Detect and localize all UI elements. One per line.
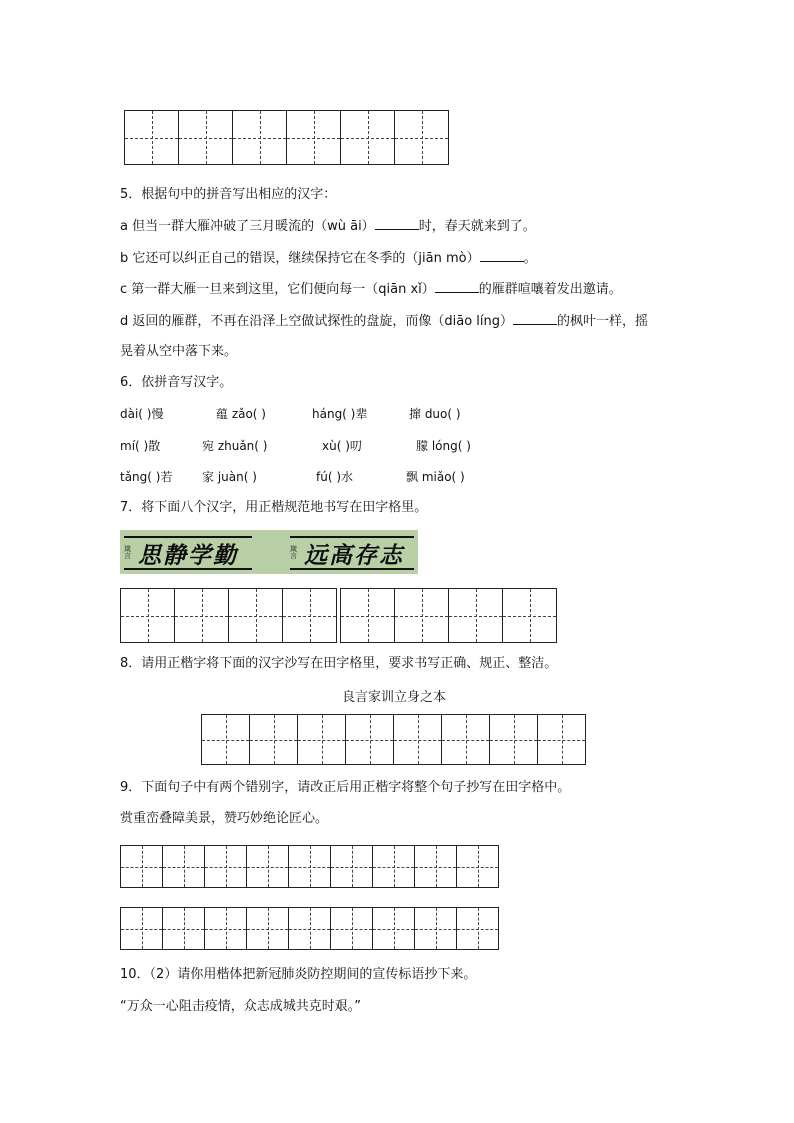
q9-sentence: 赏重峦叠障美景，赞巧妙绝论匠心。 [120, 811, 329, 826]
grid-cell[interactable] [204, 845, 247, 888]
grid-cell[interactable] [456, 907, 499, 950]
grid-cell[interactable] [124, 110, 179, 165]
q8-writing-grid[interactable] [201, 714, 585, 765]
calligraphy-plaque [124, 536, 252, 570]
q5-a-text: a 但当一群大雁冲破了三月暖流的（wù āi） [120, 219, 375, 234]
grid-cell[interactable] [162, 845, 205, 888]
q10-title: 10．（2）请你用楷体把新冠肺炎防控期间的宣传标语抄下来。 [120, 967, 477, 982]
grid-cell[interactable] [372, 907, 415, 950]
grid-cell[interactable] [537, 714, 586, 765]
q9-writing-grid-row2[interactable] [120, 907, 498, 950]
grid-cell[interactable] [297, 714, 346, 765]
grid-cell[interactable] [120, 588, 175, 643]
q5-b-text-end: 。 [523, 251, 537, 266]
grid-cell[interactable] [201, 714, 250, 765]
q6-item[interactable]: tǎng( )若 [120, 470, 173, 484]
grid-cell[interactable] [288, 907, 331, 950]
q5-d-blank[interactable] [513, 312, 557, 325]
grid-cell[interactable] [120, 845, 163, 888]
grid-cell[interactable] [174, 588, 229, 643]
q6-item[interactable]: 家 juàn( ) [202, 470, 257, 484]
grid-cell[interactable] [228, 588, 283, 643]
q5-item-b [120, 249, 537, 268]
q6-item[interactable]: 朦 lóng( ) [416, 439, 471, 453]
q5-a-blank[interactable] [375, 217, 419, 230]
grid-cell[interactable] [162, 907, 205, 950]
q5-c-text-end: 的雁群喧嚷着发出邀请。 [478, 282, 622, 297]
grid-cell[interactable] [448, 588, 503, 643]
q6-item[interactable]: fú( )水 [316, 470, 354, 484]
calligraphy-banner [120, 530, 418, 574]
q9-writing-grid-row1[interactable] [120, 845, 498, 888]
grid-cell[interactable] [330, 907, 373, 950]
top-writing-grid[interactable] [124, 110, 448, 165]
q5-title: 5．根据句中的拼音写出相应的汉字： [120, 187, 337, 202]
grid-cell[interactable] [340, 110, 395, 165]
q8-title: 8．请用正楷字将下面的汉字沙写在田字格里，要求书写正确、规正、整洁。 [120, 656, 558, 671]
q5-c-text: c 第一群大雁一旦来到这里，它们便向每一（qiān xǐ） [120, 282, 435, 297]
q7-writing-grid-left[interactable] [120, 588, 336, 643]
q5-d-text: d 返回的雁群，不再在沿泽上空做试探性的盘旋，而像（diāo líng） [120, 314, 514, 329]
grid-cell[interactable] [345, 714, 394, 765]
q5-item-d [120, 312, 648, 331]
grid-cell[interactable] [232, 110, 287, 165]
grid-cell[interactable] [288, 845, 331, 888]
seal-stamp: 箴言 [124, 545, 131, 560]
grid-cell[interactable] [441, 714, 490, 765]
q6-item[interactable]: 撺 duo( ) [409, 407, 461, 421]
calligraphy-text: 思静学勤 [138, 541, 238, 569]
grid-cell[interactable] [456, 845, 499, 888]
grid-cell[interactable] [394, 110, 449, 165]
q7-writing-grid-right[interactable] [340, 588, 556, 643]
grid-cell[interactable] [286, 110, 341, 165]
seal-stamp: 箴言 [290, 545, 297, 560]
calligraphy-text: 远高存志 [304, 541, 404, 569]
grid-cell[interactable] [330, 845, 373, 888]
grid-cell[interactable] [340, 588, 395, 643]
q6-item[interactable]: 飘 miǎo( ) [406, 470, 465, 484]
q10-slogan: “万众一心阻击疫情，众志成城共克时艰。” [120, 999, 361, 1014]
q6-item[interactable]: 宛 zhuǎn( ) [202, 439, 268, 453]
q7-title: 7．将下面八个汉字，用正楷规范地书写在田字格里。 [120, 500, 428, 515]
q8-motto: 良言家训立身之本 [342, 690, 447, 705]
q5-d-text-end: 的枫叶一样，摇 [557, 314, 649, 329]
q6-item[interactable]: 蕴 zǎo( ) [216, 407, 266, 421]
q6-item[interactable]: xù( )叨 [322, 439, 362, 453]
grid-cell[interactable] [204, 907, 247, 950]
grid-cell[interactable] [282, 588, 337, 643]
q5-c-blank[interactable] [435, 280, 479, 293]
grid-cell[interactable] [246, 907, 289, 950]
grid-cell[interactable] [489, 714, 538, 765]
grid-cell[interactable] [394, 588, 449, 643]
q6-item[interactable]: mí( )散 [120, 439, 161, 453]
grid-cell[interactable] [414, 907, 457, 950]
q9-title: 9．下面句子中有两个错别字，请改正后用正楷字将整个句子抄写在田字格中。 [120, 780, 571, 795]
grid-cell[interactable] [393, 714, 442, 765]
grid-cell[interactable] [372, 845, 415, 888]
grid-cell[interactable] [414, 845, 457, 888]
q5-b-blank[interactable] [480, 249, 524, 262]
calligraphy-plaque [290, 536, 414, 570]
q5-b-text: b 它还可以纠正自己的错误，继续保持它在冬季的（jiān mò） [120, 251, 480, 266]
q6-item[interactable]: háng( )辈 [312, 407, 368, 421]
q5-a-text-end: 时，春天就来到了。 [418, 219, 536, 234]
q6-title: 6．依拼音写汉字。 [120, 375, 233, 390]
grid-cell[interactable] [249, 714, 298, 765]
q6-item[interactable]: dài( )慢 [120, 407, 164, 421]
q5-item-c [120, 280, 622, 299]
q5-item-d-cont: 晃着从空中落下来。 [120, 344, 238, 359]
grid-cell[interactable] [120, 907, 163, 950]
q5-item-a [120, 217, 536, 236]
grid-cell[interactable] [178, 110, 233, 165]
grid-cell[interactable] [246, 845, 289, 888]
grid-cell[interactable] [502, 588, 557, 643]
